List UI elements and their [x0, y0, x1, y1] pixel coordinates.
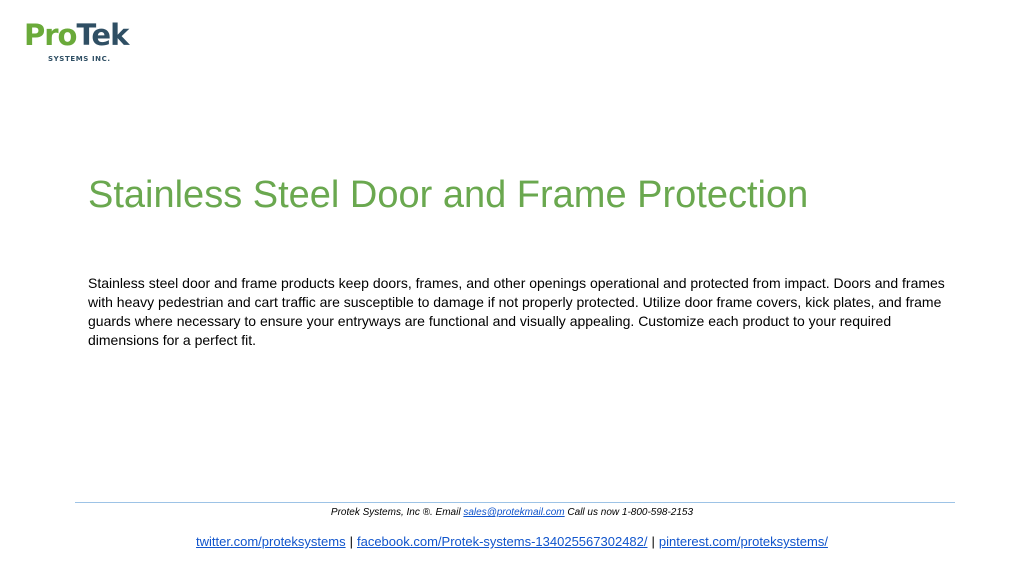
logo-tek-text: Tek: [76, 18, 129, 52]
social-separator: |: [651, 534, 655, 549]
facebook-link[interactable]: facebook.com/Protek-systems-134025567302482/: [356, 534, 648, 549]
protek-logo: [24, 18, 144, 68]
email-label: Email: [435, 507, 461, 518]
call-text: Call us now 1-800-598-2153: [567, 507, 694, 518]
page-title: Stainless Steel Door and Frame Protection: [88, 174, 809, 216]
description-paragraph: Stainless steel door and frame products keep doors, frames, and other openings operational and protected from impact. Doors and frames with heavy pedestrian and cart traffic are susceptible to damage if not properly protected. Utilize door frame covers, kick plates, and frame guards where necessary to ensure your entryways are functional and visually appealing. Customize each product to your required dimensions for a perfect fit.: [88, 275, 945, 348]
logo-pro-text: Pro: [24, 18, 77, 52]
logo-wordmark: [24, 18, 128, 52]
social-links: [0, 534, 1024, 549]
footer-contact: [0, 507, 1024, 518]
logo-subtitle: SYSTEMS INC.: [48, 55, 111, 63]
company-name: Protek Systems, Inc ®.: [330, 507, 433, 518]
email-link[interactable]: sales@protekmail.com: [463, 507, 565, 518]
social-separator: |: [349, 534, 353, 549]
twitter-link[interactable]: twitter.com/proteksystems: [196, 534, 346, 549]
pinterest-link[interactable]: pinterest.com/proteksystems/: [658, 534, 828, 549]
footer-divider: [75, 502, 955, 503]
